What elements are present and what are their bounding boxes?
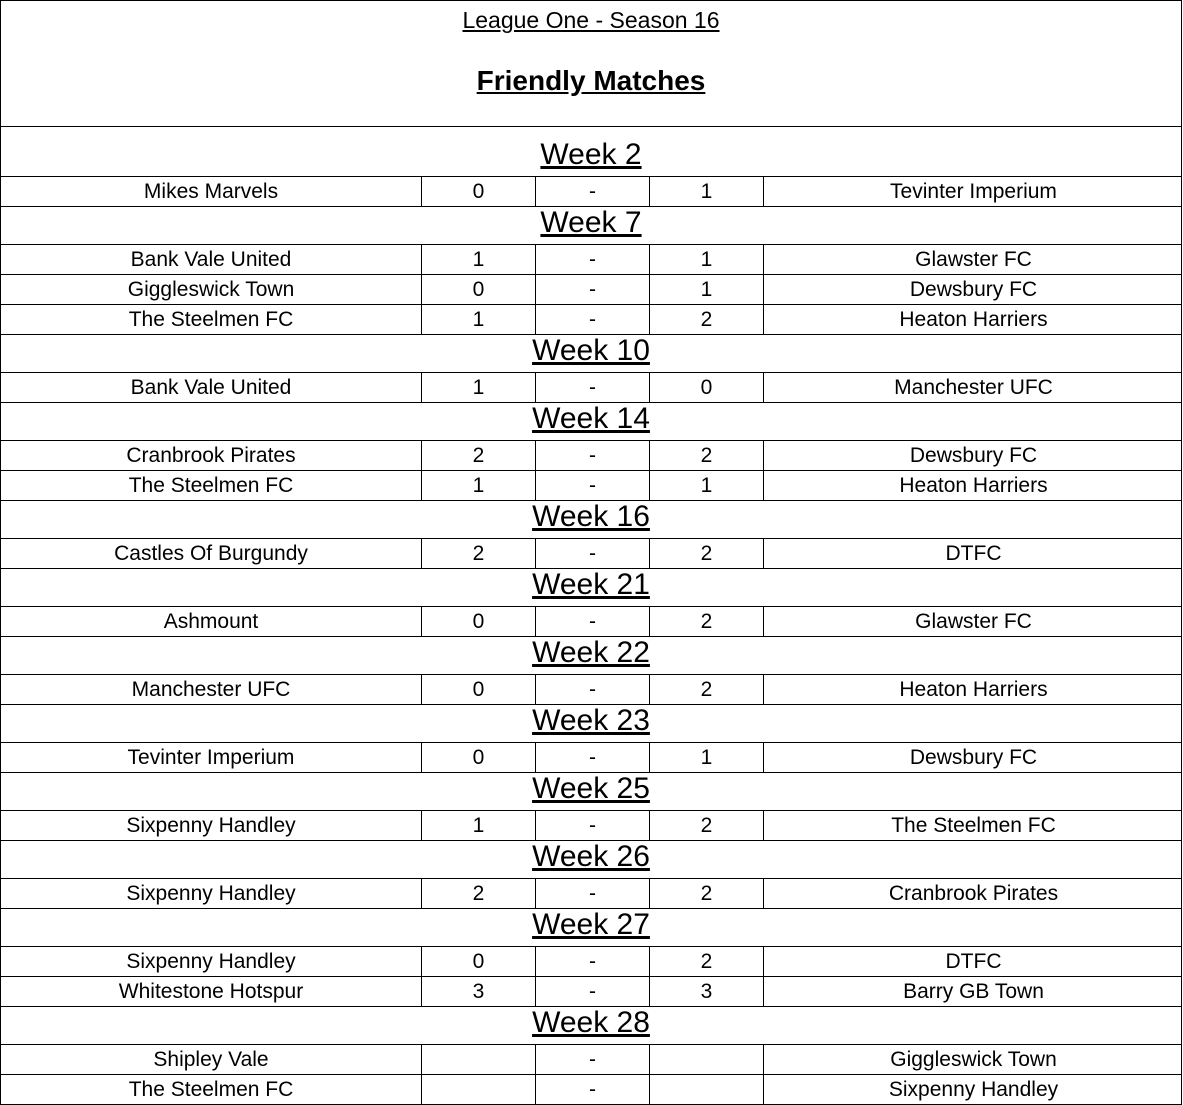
week-label: Week 27 — [532, 908, 650, 941]
week-label: Week 7 — [540, 206, 642, 239]
score-separator-cell: - — [535, 305, 649, 334]
league-title: League One - Season 16 — [462, 7, 720, 33]
section-title: Friendly Matches — [476, 65, 706, 96]
away-team-cell: Heaton Harriers — [763, 305, 1183, 334]
away-team-cell: Sixpenny Handley — [763, 1075, 1183, 1104]
away-score-cell: 2 — [649, 607, 763, 636]
away-score-cell: 2 — [649, 947, 763, 976]
match-row — [0, 274, 1182, 304]
week-header-row — [0, 126, 1182, 176]
week-header-row — [0, 334, 1182, 372]
away-score-cell: 1 — [649, 743, 763, 772]
home-team-cell: The Steelmen FC — [128, 474, 294, 497]
home-score-cell — [421, 1075, 535, 1104]
score-separator-cell: - — [535, 947, 649, 976]
away-score-cell: 2 — [649, 441, 763, 470]
away-team-cell: Barry GB Town — [763, 977, 1183, 1006]
match-row — [0, 742, 1182, 772]
week-label: Week 28 — [532, 1006, 650, 1039]
week-header-row — [0, 704, 1182, 742]
week-header-row — [0, 1006, 1182, 1044]
home-score-cell: 2 — [421, 539, 535, 568]
away-score-cell: 2 — [649, 539, 763, 568]
home-team-cell: Sixpenny Handley — [126, 814, 296, 837]
match-row — [0, 878, 1182, 908]
score-separator-cell: - — [535, 245, 649, 274]
home-score-cell: 1 — [421, 245, 535, 274]
match-row — [0, 176, 1182, 206]
score-separator-cell: - — [535, 675, 649, 704]
away-score-cell — [649, 1075, 763, 1104]
home-score-cell: 1 — [421, 811, 535, 840]
away-score-cell: 0 — [649, 373, 763, 402]
home-team-cell: Castles Of Burgundy — [114, 542, 308, 565]
home-score-cell: 0 — [421, 177, 535, 206]
week-header-row — [0, 840, 1182, 878]
score-separator-cell: - — [535, 1075, 649, 1104]
away-team-cell: Manchester UFC — [763, 373, 1183, 402]
week-label: Week 25 — [532, 772, 650, 805]
score-separator-cell: - — [535, 471, 649, 500]
away-score-cell: 1 — [649, 471, 763, 500]
away-team-cell: Dewsbury FC — [763, 275, 1183, 304]
match-row — [0, 1044, 1182, 1074]
away-score-cell — [649, 1045, 763, 1074]
score-separator-cell: - — [535, 1045, 649, 1074]
match-row — [0, 244, 1182, 274]
home-team-cell: Sixpenny Handley — [126, 882, 296, 905]
home-score-cell: 1 — [421, 305, 535, 334]
match-row — [0, 976, 1182, 1006]
match-row — [0, 538, 1182, 568]
week-label: Week 2 — [540, 138, 642, 171]
away-team-cell: Heaton Harriers — [763, 471, 1183, 500]
week-header-row — [0, 636, 1182, 674]
week-header-row — [0, 206, 1182, 244]
home-team-cell: Whitestone Hotspur — [118, 980, 304, 1003]
match-row — [0, 674, 1182, 704]
away-score-cell: 2 — [649, 675, 763, 704]
week-label: Week 14 — [532, 402, 650, 435]
week-header-row — [0, 500, 1182, 538]
home-team-cell: Ashmount — [163, 610, 259, 633]
home-team-cell: Bank Vale United — [130, 376, 292, 399]
week-header-row — [0, 402, 1182, 440]
away-team-cell: Dewsbury FC — [763, 743, 1183, 772]
match-row — [0, 1074, 1182, 1104]
week-label: Week 10 — [532, 334, 650, 367]
away-team-cell: Dewsbury FC — [763, 441, 1183, 470]
home-score-cell: 2 — [421, 879, 535, 908]
score-separator-cell: - — [535, 977, 649, 1006]
score-separator-cell: - — [535, 275, 649, 304]
away-team-cell: Heaton Harriers — [763, 675, 1183, 704]
away-team-cell: Glawster FC — [763, 245, 1183, 274]
away-score-cell: 1 — [649, 275, 763, 304]
home-score-cell: 0 — [421, 607, 535, 636]
home-team-cell: Mikes Marvels — [143, 180, 279, 203]
away-team-cell: Glawster FC — [763, 607, 1183, 636]
score-separator-cell: - — [535, 743, 649, 772]
week-header-row — [0, 568, 1182, 606]
score-separator-cell: - — [535, 539, 649, 568]
match-row — [0, 606, 1182, 636]
score-separator-cell: - — [535, 177, 649, 206]
score-separator-cell: - — [535, 441, 649, 470]
away-score-cell: 1 — [649, 177, 763, 206]
away-score-cell: 3 — [649, 977, 763, 1006]
away-team-cell: DTFC — [763, 539, 1183, 568]
score-separator-cell: - — [535, 879, 649, 908]
away-team-cell: The Steelmen FC — [763, 811, 1183, 840]
home-team-cell: Cranbrook Pirates — [126, 444, 296, 467]
week-label: Week 23 — [532, 704, 650, 737]
score-separator-cell: - — [535, 811, 649, 840]
match-row — [0, 372, 1182, 402]
home-team-cell: The Steelmen FC — [128, 308, 294, 331]
match-row — [0, 810, 1182, 840]
home-team-cell: Sixpenny Handley — [126, 950, 296, 973]
away-team-cell: Giggleswick Town — [763, 1045, 1183, 1074]
away-score-cell: 2 — [649, 305, 763, 334]
home-team-cell: Bank Vale United — [130, 248, 292, 271]
match-row — [0, 946, 1182, 976]
away-score-cell: 1 — [649, 245, 763, 274]
match-row — [0, 470, 1182, 500]
away-score-cell: 2 — [649, 811, 763, 840]
home-score-cell: 0 — [421, 675, 535, 704]
week-label: Week 16 — [532, 500, 650, 533]
home-team-cell: The Steelmen FC — [128, 1078, 294, 1101]
home-team-cell: Tevinter Imperium — [127, 746, 295, 769]
week-header-row — [0, 908, 1182, 946]
home-score-cell: 1 — [421, 373, 535, 402]
home-score-cell: 2 — [421, 441, 535, 470]
away-score-cell: 2 — [649, 879, 763, 908]
home-score-cell: 3 — [421, 977, 535, 1006]
week-label: Week 21 — [532, 568, 650, 601]
away-team-cell: DTFC — [763, 947, 1183, 976]
week-header-row — [0, 772, 1182, 810]
home-score-cell: 0 — [421, 275, 535, 304]
home-team-cell: Manchester UFC — [131, 678, 291, 701]
home-score-cell — [421, 1045, 535, 1074]
home-score-cell: 1 — [421, 471, 535, 500]
match-row — [0, 440, 1182, 470]
match-row — [0, 304, 1182, 334]
home-team-cell: Giggleswick Town — [127, 278, 295, 301]
away-team-cell: Cranbrook Pirates — [763, 879, 1183, 908]
home-score-cell: 0 — [421, 947, 535, 976]
home-score-cell: 0 — [421, 743, 535, 772]
home-team-cell: Shipley Vale — [153, 1048, 269, 1071]
week-label: Week 22 — [532, 636, 650, 669]
score-separator-cell: - — [535, 607, 649, 636]
week-label: Week 26 — [532, 840, 650, 873]
away-team-cell: Tevinter Imperium — [763, 177, 1183, 206]
score-separator-cell: - — [535, 373, 649, 402]
